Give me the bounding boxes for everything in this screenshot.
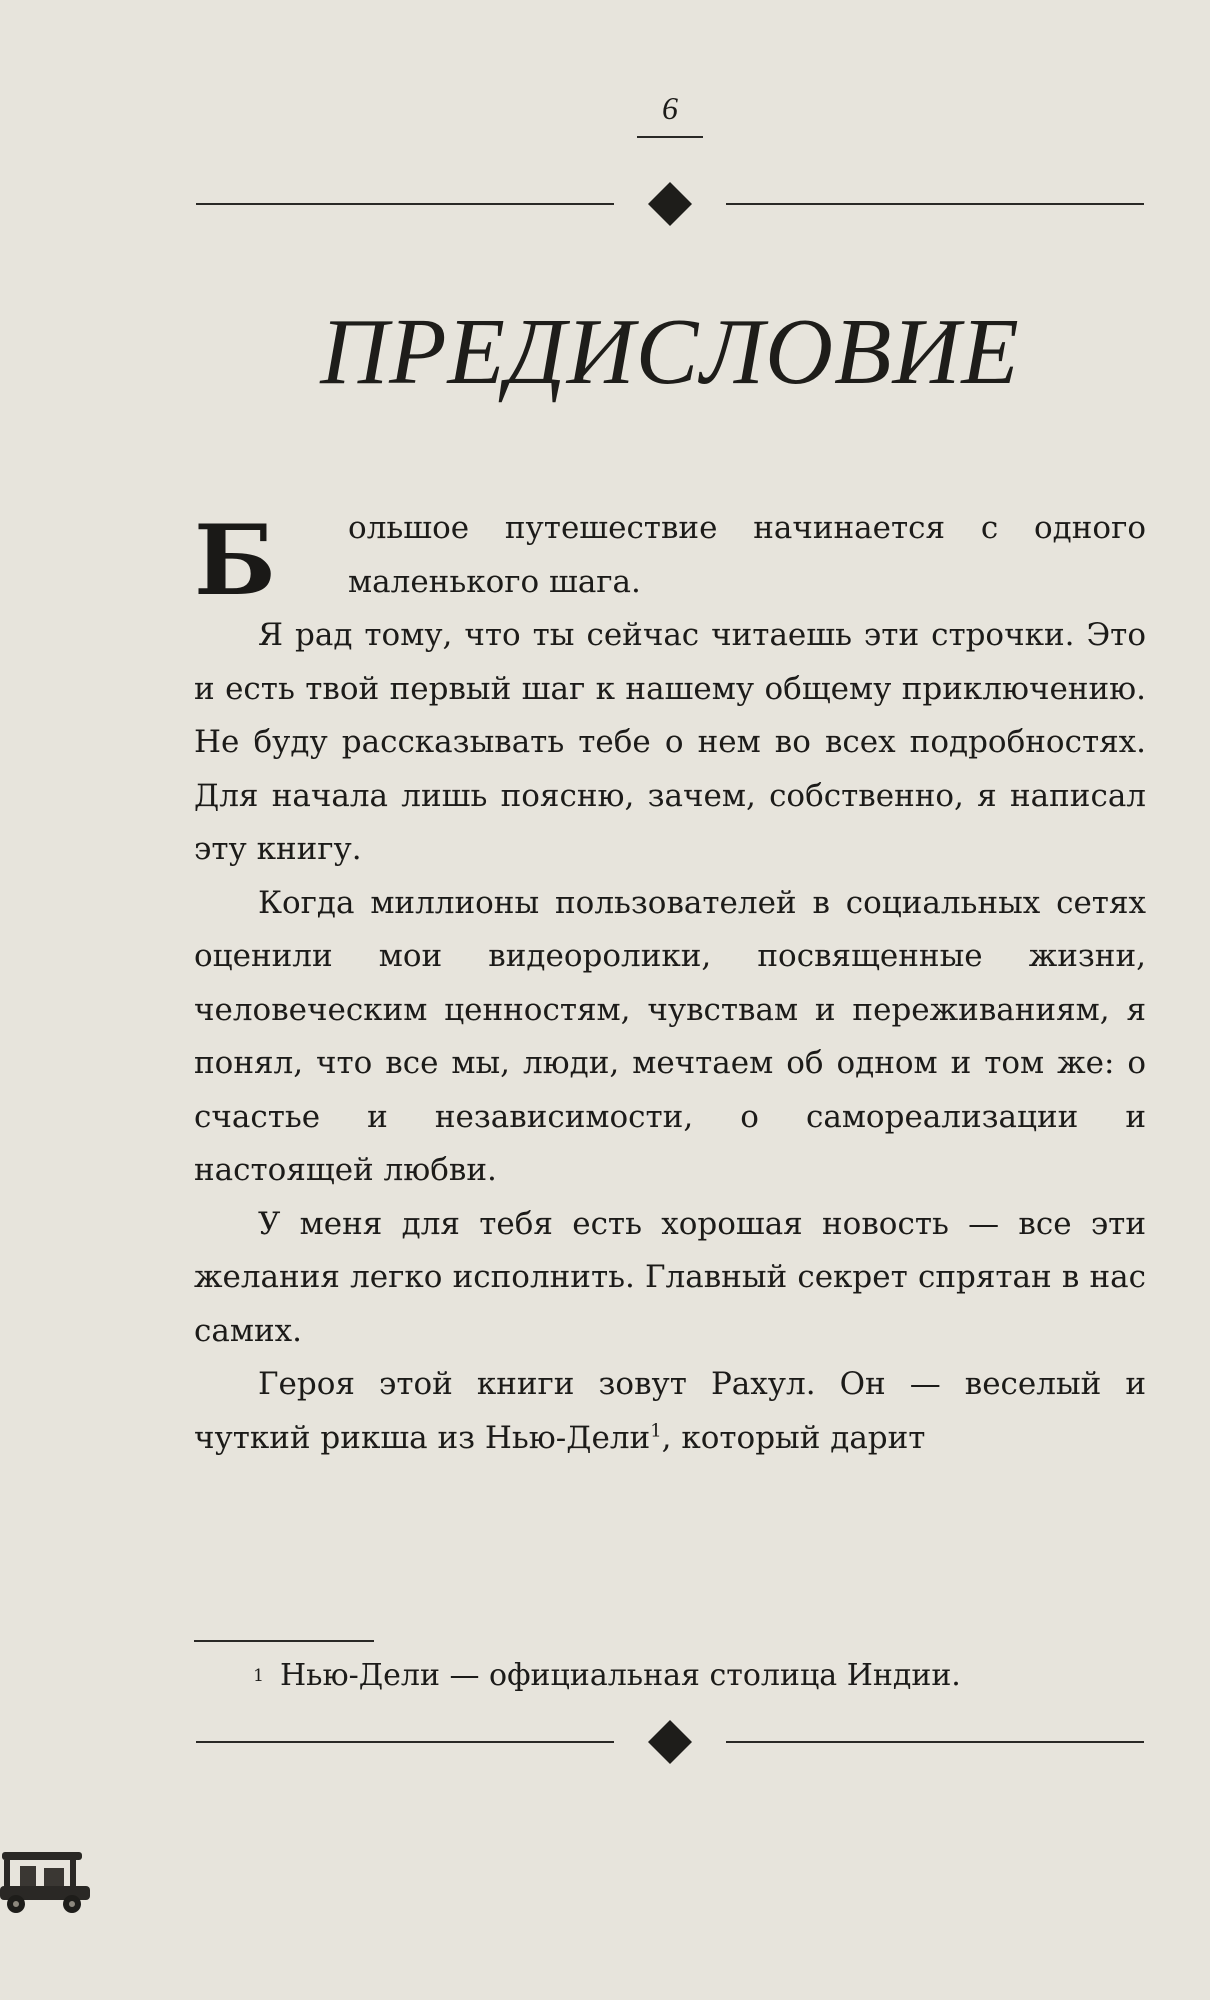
top-ornament-divider bbox=[196, 174, 1144, 234]
paragraph-5 bbox=[194, 1358, 1146, 1465]
paragraph-3: Когда миллионы пользователей в социальных сетях оценили мои видеоролики, посвященные жизни, человеческим ценностям, чувствам и переживаниям, я понял, что все мы, люди, мечтаем об одном и том же: о счастье и независимости, о самореализации и настоящей любви. bbox=[194, 884, 1146, 1188]
rickshaw-icon bbox=[0, 1846, 92, 1916]
chapter-title: ПРЕДИСЛОВИЕ bbox=[320, 300, 1020, 404]
ornament-rule-left bbox=[196, 203, 614, 205]
drop-cap: Б bbox=[194, 504, 277, 617]
ornament-rule-right bbox=[726, 1741, 1144, 1743]
footnote-marker: 1 bbox=[253, 1666, 264, 1686]
footnote bbox=[194, 1656, 1146, 1696]
paragraph-4: У меня для тебя есть хорошая новость — все эти желания легко исполнить. Главный секрет спрятан в нас самих. bbox=[194, 1205, 1146, 1349]
footnote-separator bbox=[194, 1640, 374, 1642]
footnote-reference: 1 bbox=[650, 1420, 662, 1442]
paragraph-1 bbox=[194, 502, 1146, 617]
ornament-rule-right bbox=[726, 203, 1144, 205]
paragraph-5-text: Героя этой книги зовут Рахул. Он — веселый и чуткий рикша из Нью-Дели bbox=[194, 1366, 1146, 1456]
bottom-ornament-divider bbox=[196, 1712, 1144, 1772]
paragraph-2: Я рад тому, что ты сейчас читаешь эти строчки. Это и есть твой первый шаг к нашему общему приключению. Не буду рассказывать тебе о нем во всех подробностях. Для начала лишь поясню, зачем, собственно, я написал эту книгу. bbox=[194, 617, 1146, 867]
footnote-text: Нью-Дели — официальная столица Индии. bbox=[280, 1658, 961, 1693]
diamond-divider-icon bbox=[648, 182, 692, 226]
body-text bbox=[194, 502, 1146, 1465]
ornament-rule-left bbox=[196, 1741, 614, 1743]
diamond-divider-icon bbox=[648, 1720, 692, 1764]
paragraph-1-text: ольшое путешествие начинается с одного маленького шага. bbox=[348, 510, 1146, 600]
page-number: 6 bbox=[662, 90, 678, 126]
paragraph-5-tail: , который дарит bbox=[661, 1419, 926, 1456]
page-number-underline bbox=[637, 136, 703, 138]
